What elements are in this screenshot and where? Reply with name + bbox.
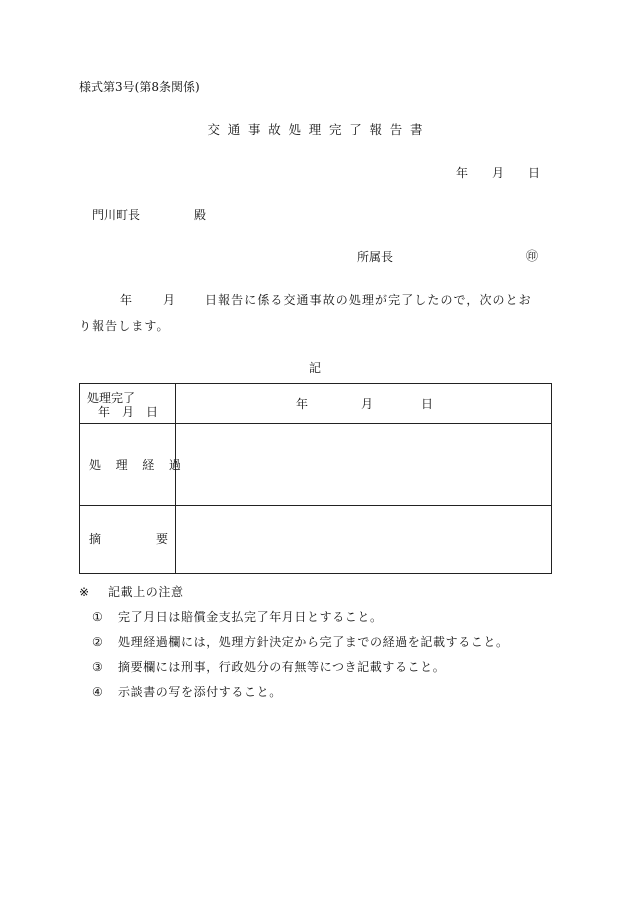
completion-year: 年 xyxy=(296,397,309,411)
addressee-name: 門川町長 xyxy=(92,208,141,222)
completion-date-row xyxy=(80,384,552,424)
body-line2-text: り報告します。 xyxy=(79,319,170,333)
summary-row xyxy=(80,506,552,574)
seal-mark: ㊞ xyxy=(526,249,539,263)
record-table xyxy=(79,383,552,574)
body-line1-text: 日報告に係る交通事故の処理が完了したので，次のとお xyxy=(205,293,532,307)
note-3-text: 摘要欄には刑事，行政処分の有無等につき記載すること。 xyxy=(118,660,446,674)
process-row xyxy=(80,424,552,506)
note-2-number: ② xyxy=(92,635,103,649)
date-day: 日 xyxy=(528,166,541,180)
process-label: 処 理 経 過 xyxy=(89,458,187,472)
sender-title: 所属長 xyxy=(357,250,394,264)
note-3-number: ③ xyxy=(92,660,103,674)
completion-date-label-cell xyxy=(80,384,176,424)
body-year: 年 xyxy=(120,293,133,307)
summary-label-right: 要 xyxy=(156,532,169,546)
document-title: 交通事故処理完了報告書 xyxy=(207,122,431,137)
process-label-cell xyxy=(80,424,187,506)
note-4-number: ④ xyxy=(92,685,103,699)
date-month: 月 xyxy=(492,166,505,180)
completion-day: 日 xyxy=(421,397,434,411)
completion-month: 月 xyxy=(361,397,374,411)
date-year: 年 xyxy=(456,166,469,180)
note-4-text: 示談書の写を添付すること。 xyxy=(118,685,282,699)
completion-label-line1: 処理完了 xyxy=(87,391,136,405)
completion-date-value-cell[interactable] xyxy=(176,384,552,424)
note-1-number: ① xyxy=(92,610,103,624)
note-2-text: 処理経過欄には，処理方針決定から完了までの経過を記載すること。 xyxy=(118,635,509,649)
completion-label-line2: 年 月 日 xyxy=(98,405,159,419)
record-heading: 記 xyxy=(309,361,322,375)
summary-value-cell[interactable] xyxy=(176,506,552,574)
summary-label-left: 摘 xyxy=(89,532,102,546)
notes-mark: ※ xyxy=(79,585,90,599)
addressee-honorific: 殿 xyxy=(194,208,207,222)
process-value-cell[interactable] xyxy=(176,424,552,506)
body-month: 月 xyxy=(163,293,176,307)
note-1-text: 完了月日は賠償金支払完了年月日とすること。 xyxy=(118,610,383,624)
summary-label-cell xyxy=(80,506,176,574)
notes-heading: 記載上の注意 xyxy=(108,585,184,599)
form-number: 様式第3号(第8条関係) xyxy=(79,80,200,94)
